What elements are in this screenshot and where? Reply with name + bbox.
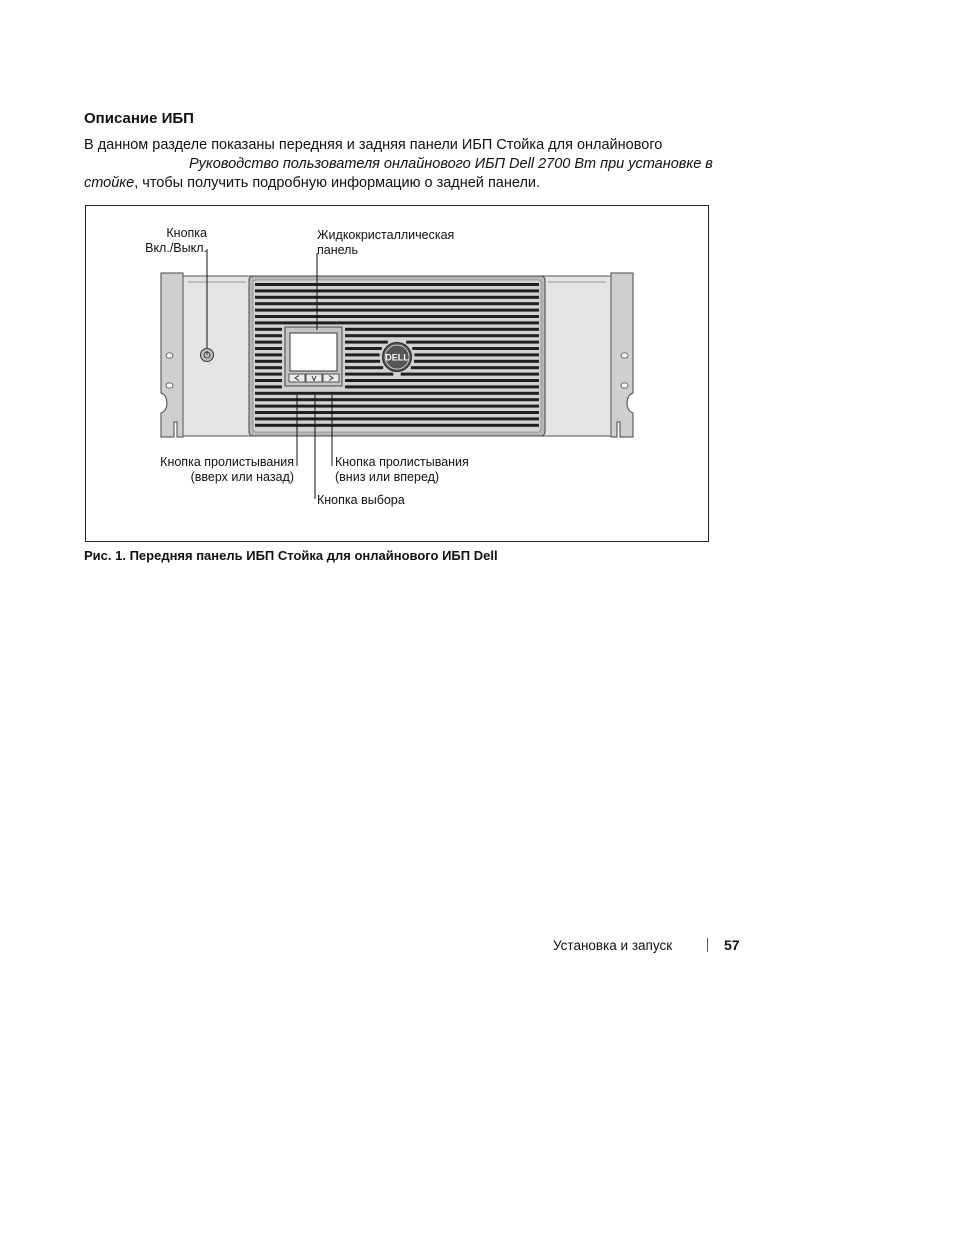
vent-slat <box>411 366 539 369</box>
vent-slat <box>345 328 539 331</box>
dell-logo <box>383 343 412 372</box>
vent-slat <box>255 296 539 299</box>
vent-slat <box>255 424 539 427</box>
scroll-down-label-line2: (вниз или вперед) <box>335 470 440 484</box>
vent-slat <box>255 373 282 376</box>
scroll-up-key <box>289 374 305 382</box>
select-button-label: Кнопка выбора <box>317 493 405 507</box>
section-heading: Описание ИБП <box>84 110 194 127</box>
intro-paragraph <box>84 136 764 193</box>
paragraph-line-1: В данном разделе показаны передняя и задняя панели ИБП Стойка для онлайнового <box>84 137 663 153</box>
vent-slat <box>345 341 388 344</box>
vent-slat <box>255 289 539 292</box>
vent-slat <box>255 341 282 344</box>
vent-slat <box>255 321 539 324</box>
svg-text:DELL: DELL <box>385 352 409 363</box>
vent-slat <box>414 353 539 356</box>
vent-slat <box>255 411 539 414</box>
vent-slat <box>255 379 282 382</box>
vent-slat <box>255 405 539 408</box>
lcd-panel-label-line2: панель <box>317 243 358 257</box>
figure-caption: Рис. 1. Передняя панель ИБП Стойка для онлайнового ИБП Dell <box>84 548 498 563</box>
manual-title-italic: Руководство пользователя онлайнового ИБП Dell 2700 Вт при установке в <box>189 156 713 172</box>
footer-divider <box>707 938 708 952</box>
vent-slat <box>401 373 539 376</box>
left-rack-ear <box>161 273 183 437</box>
ups-front-panel-illustration <box>86 206 710 543</box>
vent-slat <box>255 334 282 337</box>
footer-section-name: Установка и запуск <box>553 938 673 953</box>
scroll-up-label-line2: (вверх или назад) <box>190 470 294 484</box>
vent-slat <box>412 347 539 350</box>
figure-frame <box>85 205 709 542</box>
vent-slat <box>345 379 539 382</box>
power-button-label-line1: Кнопка <box>166 226 207 240</box>
vent-slat <box>255 315 539 318</box>
vent-slat <box>255 360 282 363</box>
power-button-label-line2: Вкл./Выкл. <box>145 241 207 255</box>
vent-slat <box>255 283 539 286</box>
vent-slat <box>255 328 282 331</box>
vent-slat <box>255 417 539 420</box>
vent-slat <box>255 385 282 388</box>
vent-slat <box>255 309 539 312</box>
vent-slat <box>255 392 539 395</box>
vent-slat <box>345 366 383 369</box>
vent-slat <box>345 385 539 388</box>
vent-slat <box>345 360 380 363</box>
scroll-down-label-line1: Кнопка пролистывания <box>335 455 469 469</box>
vent-slat <box>255 366 282 369</box>
vent-slat <box>255 398 539 401</box>
vent-slat <box>345 347 382 350</box>
vent-slat <box>414 360 539 363</box>
power-button <box>201 349 214 362</box>
vent-slat <box>255 302 539 305</box>
vent-slat <box>406 341 539 344</box>
vent-slat <box>345 353 380 356</box>
right-rack-ear <box>611 273 633 437</box>
vent-slat <box>255 347 282 350</box>
vent-slat <box>345 334 539 337</box>
lcd-panel-label-line1: Жидкокристаллическая <box>317 228 455 242</box>
page-number: 57 <box>724 937 740 953</box>
scroll-down-key <box>323 374 339 382</box>
lcd-screen <box>290 333 337 371</box>
manual-title-italic-end: стойке <box>84 175 135 191</box>
lcd-module <box>285 327 342 386</box>
vent-slat <box>345 373 393 376</box>
paragraph-line-3-rest: , чтобы получить подробную информацию о задней панели. <box>134 175 541 191</box>
vent-slat <box>255 353 282 356</box>
scroll-up-label-line1: Кнопка пролистывания <box>160 455 294 469</box>
